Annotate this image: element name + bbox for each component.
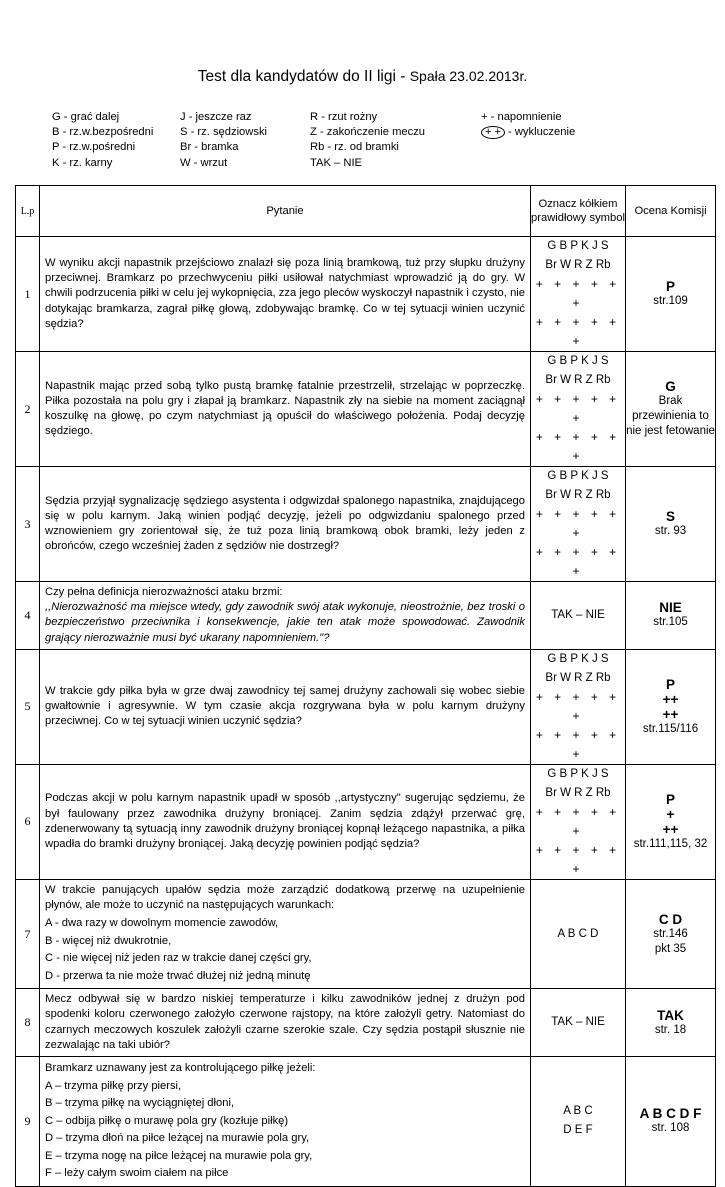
question-text: W wyniku akcji napastnik przejściowo znalazł się poza linią bramkową, tuż przy słupku drużyny przeciwnej. Bramkarz po przechwyceniu piłki usiłował natychmiast wprowadzić ją do gry. W chwili podrzucenia piłki w celu jej wykopnięcia, zza jego pleców wyskoczył napastnik i czysto, nie dotykając bramkarza, zagrał piłkę głową, zdobywając bramkę. Co w tej sytuacji winien uczynić sędzia? bbox=[45, 256, 525, 330]
option-choices-row-2[interactable]: D E F bbox=[563, 1124, 593, 1137]
plus-row[interactable]: + + + + + + bbox=[535, 727, 621, 761]
option-item: B - więcej niż dwukrotnie, bbox=[45, 934, 172, 947]
reference: str.115/116 bbox=[642, 722, 699, 735]
grade-cell bbox=[626, 989, 716, 1057]
answer: S bbox=[665, 509, 675, 524]
question-text: Mecz odbywał się w bardzo niskiej temperaturze i kilku zawodników jednej z drużyn pod spodenki koloru czerwonego założyło czerwone rajstopy, na które założyli getry. Natomiast do czarnych meczowych koszulek założyli czarne szerokie szale. Czy sędzia postąpił słusznie nie zezwalając na taki ubiór? bbox=[45, 993, 525, 1051]
tak-nie-choice[interactable]: TAK – NIE bbox=[531, 582, 626, 650]
symbols-row-2[interactable]: Br W R Z Rb bbox=[545, 374, 611, 386]
option-choices-row-1[interactable]: A B C bbox=[563, 1105, 593, 1118]
symbols-row-1[interactable]: G B P K J S bbox=[547, 767, 609, 780]
question-text: Sędzia przyjął sygnalizację sędziego asystenta i odgwizdał spalonego napastnika, znajdującego się w polu karnym. Jaką winien podjąć decyzję, jeżeli po odgwizdaniu spalonego przed wznowieniem gry zorientował się, że tuż poza linią bramkową obok bramki, leży jeden z obrońców, czego wcześniej żaden z sędziów nie dostrzegł? bbox=[45, 494, 525, 553]
table-row bbox=[16, 352, 716, 467]
option-choices[interactable]: A B C D bbox=[531, 879, 626, 988]
legend-item: K - rz. karny bbox=[52, 156, 113, 169]
legend-item bbox=[481, 125, 575, 140]
plus-row[interactable]: + + + + + + bbox=[535, 430, 621, 463]
plus-row[interactable]: + + + + + + bbox=[535, 545, 621, 578]
header-question: Pytanie bbox=[40, 186, 531, 237]
grade-cell bbox=[626, 352, 716, 467]
grade-cell bbox=[626, 649, 716, 764]
option-item: A – trzyma piłkę przy piersi, bbox=[45, 1079, 182, 1092]
plus-row[interactable]: + + + + + + bbox=[535, 689, 621, 723]
answer: TAK bbox=[657, 1007, 684, 1023]
row-number: 7 bbox=[16, 879, 40, 988]
plus-row[interactable]: + + + + + + bbox=[535, 392, 621, 425]
answer-line-3: ++ bbox=[662, 821, 679, 837]
symbols-row-1[interactable]: G B P K J S bbox=[547, 355, 609, 367]
table-row bbox=[16, 467, 716, 582]
plus-row[interactable]: + + + + + + bbox=[535, 315, 621, 348]
table-row bbox=[16, 989, 716, 1057]
row-number: 9 bbox=[16, 1057, 40, 1187]
option-item: C - nie więcej niż jeden raz w trakcie danej części gry, bbox=[45, 952, 312, 965]
tak-nie-choice[interactable]: TAK – NIE bbox=[531, 989, 626, 1057]
table-row bbox=[16, 582, 716, 650]
options-list bbox=[40, 1057, 530, 1186]
question-text: Czy pełna definicja nierozważności ataku brzmi: bbox=[45, 586, 283, 598]
question-quote: ,,Nierozważność ma miejsce wtedy, gdy zawodnik swój atak wykonuje, nieostrożnie, bez troski o bezpieczeństwo przeciwnika i konsekwencje, jakie ten atak może spowodować. Zawodnik grający nierozważnie musi być ukarany napomnieniem."? bbox=[45, 601, 525, 644]
legend-item-text: - wykluczenie bbox=[508, 126, 576, 139]
option-item: D – trzyma dłoń na piłce leżącej na murawie pola gry, bbox=[45, 1132, 310, 1145]
grade-cell bbox=[626, 764, 716, 879]
option-choices bbox=[531, 1057, 626, 1187]
option-item: A - dwa razy w dowolnym momencie zawodów, bbox=[45, 917, 279, 930]
row-number: 4 bbox=[16, 582, 40, 650]
question-text: W trakcie panujących upałów sędzia może zarządzić dodatkową przerwę na uzupełnienie płynów, ale może to uczynić na następujących warunkach: bbox=[45, 883, 525, 912]
symbols-row-1[interactable]: G B P K J S bbox=[547, 470, 609, 482]
grade-cell bbox=[626, 582, 716, 650]
reference: str. 108 bbox=[651, 1122, 690, 1135]
legend-column-4 bbox=[481, 110, 575, 140]
grade-cell bbox=[626, 467, 716, 582]
symbols-row-2[interactable]: Br W R Z Rb bbox=[545, 671, 611, 684]
circled-plus-symbol: + + bbox=[481, 126, 505, 139]
option-item: F – leży całym swoim ciałem na piłce bbox=[45, 1167, 229, 1180]
legend-item: R - rzut rożny bbox=[310, 111, 378, 123]
option-item: B – trzyma piłkę na wyciągniętej dłoni, bbox=[45, 1097, 235, 1110]
answer: NIE bbox=[659, 600, 682, 616]
symbol-choices bbox=[531, 467, 626, 582]
legend-item: G - grać dalej bbox=[52, 111, 120, 123]
plus-row[interactable]: + + + + + + bbox=[535, 507, 621, 540]
header-grade: Ocena Komisji bbox=[626, 186, 716, 237]
questions-table bbox=[15, 185, 716, 1187]
legend-item: Rb - rz. od bramki bbox=[310, 141, 399, 154]
symbol-choices bbox=[531, 352, 626, 467]
answer-line-2: ++ bbox=[662, 691, 679, 707]
symbols-row-2[interactable]: Br W R Z Rb bbox=[545, 259, 611, 271]
row-number: 2 bbox=[16, 352, 40, 467]
answer: G bbox=[665, 379, 676, 394]
plus-row[interactable]: + + + + + + bbox=[535, 804, 621, 838]
legend-item: W - wrzut bbox=[180, 156, 228, 169]
legend-item: P - rz.w.pośredni bbox=[52, 141, 136, 154]
row-number: 3 bbox=[16, 467, 40, 582]
title-main: Test dla kandydatów do II ligi - bbox=[197, 68, 410, 85]
options-list bbox=[40, 913, 530, 988]
table-row bbox=[16, 764, 716, 879]
legend-column-2 bbox=[180, 110, 267, 171]
reference: str.146 bbox=[653, 927, 688, 940]
reference: str.109 bbox=[653, 295, 688, 307]
symbols-row-1[interactable]: G B P K J S bbox=[547, 652, 609, 665]
answer: P bbox=[665, 791, 675, 807]
header-lp: L.p bbox=[16, 186, 40, 237]
option-item: E – trzyma nogę na piłce leżącej na murawie pola gry, bbox=[45, 1149, 313, 1162]
question-text: Podczas akcji w polu karnym napastnik upadł w sposób ,,artystyczny" sugerując sędziemu, że był faulowany przez zawodnika drużyny broniącej. Zanim sędzia zdążył przerwać grę, zdenerwowany tą sytuacją inny zawodnik drużyny broniącej kopnął leżącego napastnika, a piłka wpadła do bramki drużyny broniącej. Jaką decyzję powinien podjąć sędzia? bbox=[45, 792, 525, 851]
legend-item: TAK – NIE bbox=[310, 156, 363, 169]
question-text: Bramkarz uznawany jest za kontrolującego piłkę jeżeli: bbox=[45, 1062, 316, 1075]
symbols-row-1[interactable]: G B P K J S bbox=[547, 240, 609, 252]
reference: str.105 bbox=[653, 616, 688, 629]
legend-item: + - napomnienie bbox=[481, 111, 562, 123]
plus-row[interactable]: + + + + + + bbox=[535, 842, 621, 876]
legend-item: Z - zakończenie meczu bbox=[310, 126, 426, 139]
question-text: W trakcie gdy piłka była w grze dwaj zawodnicy tej samej drużyny zachowali się wobec siebie gwałtownie i agresywnie. W tym czasie akcja rozgrywana była w polu karnym drużyny przeciwnej. Co w tej sytuacji winien uczynić sędzia? bbox=[45, 685, 525, 728]
grade-cell bbox=[626, 237, 716, 352]
table-header-row bbox=[16, 186, 716, 237]
plus-row[interactable]: + + + + + + bbox=[535, 277, 621, 310]
symbols-row-2[interactable]: Br W R Z Rb bbox=[545, 489, 611, 501]
row-number: 1 bbox=[16, 237, 40, 352]
table-row bbox=[16, 237, 716, 352]
reference: Brak przewinienia to nie jest fetowanie bbox=[626, 395, 715, 437]
title-date: Spała 23.02.2013r. bbox=[409, 68, 528, 84]
answer-line-3: ++ bbox=[662, 706, 679, 722]
question-text: Napastnik mając przed sobą tylko pustą bramkę fatalnie przestrzelił, strzelając w poprzeczkę. Piłka pozostała na polu gry i złapał ją bramkarz. Napastnik zły na siebie na moment zaciągnął koszulkę na głowę, po czym natychmiast ją opuścił do właściwego położenia. Podaj decyzję sędziego. bbox=[45, 379, 525, 438]
symbols-row-2[interactable]: Br W R Z Rb bbox=[545, 786, 611, 799]
table-row bbox=[16, 879, 716, 988]
legend-column-3 bbox=[310, 110, 425, 171]
answer: C D bbox=[658, 911, 683, 927]
reference: str. 18 bbox=[654, 1023, 687, 1036]
table-row bbox=[16, 1057, 716, 1187]
option-item: D - przerwa ta nie może trwać dłużej niż jedną minutę bbox=[45, 969, 311, 982]
grade-cell bbox=[626, 1057, 716, 1187]
answer: P bbox=[665, 676, 675, 692]
reference: str. 93 bbox=[654, 525, 687, 537]
table-row bbox=[16, 649, 716, 764]
answer: P bbox=[665, 279, 675, 294]
legend-column-1 bbox=[52, 110, 153, 171]
row-number: 6 bbox=[16, 764, 40, 879]
symbol-choices bbox=[531, 764, 626, 879]
grade-cell bbox=[626, 879, 716, 988]
answer: A B C D F bbox=[639, 1106, 702, 1122]
legend-item: S - rz. sędziowski bbox=[180, 126, 268, 139]
symbol-choices bbox=[531, 649, 626, 764]
reference: str.111,115, 32 bbox=[633, 837, 708, 850]
symbol-choices bbox=[531, 237, 626, 352]
reference-2: pkt 35 bbox=[654, 942, 687, 955]
row-number: 5 bbox=[16, 649, 40, 764]
option-item: C – odbija piłkę o murawę pola gry (kozłuje piłkę) bbox=[45, 1114, 289, 1127]
answer-line-2: + bbox=[666, 806, 675, 822]
page-title bbox=[0, 68, 725, 86]
legend-item: B - rz.w.bezpośredni bbox=[52, 126, 154, 139]
row-number: 8 bbox=[16, 989, 40, 1057]
legend-item: Br - bramka bbox=[180, 141, 239, 154]
legend-item: J - jeszcze raz bbox=[180, 111, 252, 123]
header-symbol: Oznacz kółkiem prawidłowy symbol bbox=[531, 186, 626, 237]
